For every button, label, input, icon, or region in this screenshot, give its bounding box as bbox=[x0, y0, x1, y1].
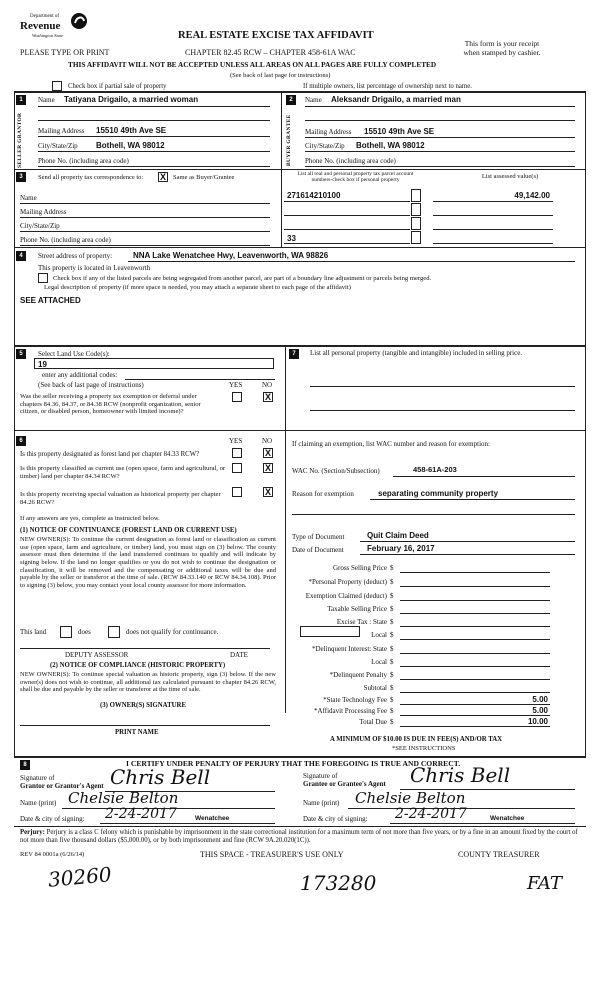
receipt-line-2: when stamped by cashier. bbox=[463, 47, 541, 57]
buyer-mailing-value[interactable]: 15510 49th Ave SE bbox=[364, 127, 435, 136]
personal-property-line-2 bbox=[310, 410, 575, 411]
seller-phone-line bbox=[38, 166, 270, 167]
tech-fee-line bbox=[400, 704, 550, 705]
seller-city-line bbox=[38, 151, 270, 152]
section-7-badge: 7 bbox=[289, 349, 299, 359]
wac-intro: If claiming an exemption, list WAC number and reason for exemption: bbox=[292, 440, 490, 448]
revenue-wordmark: Revenue bbox=[20, 20, 61, 32]
reason-line-2 bbox=[292, 514, 575, 515]
grantee-city-value[interactable]: Wenatchee bbox=[490, 815, 525, 822]
excise-state-label: Excise Tax : State bbox=[336, 618, 387, 626]
section-1-badge: 1 bbox=[16, 95, 26, 105]
taxable-label: Taxable Selling Price bbox=[327, 605, 387, 613]
grantor-sig-label-2: Grantor or Grantor's Agent bbox=[20, 782, 104, 790]
current-use-question: Is this property classified as current use (open space, farm and agricultural, or timber) land per chapter 84.34 RCW? bbox=[20, 465, 226, 480]
wac-line bbox=[393, 476, 575, 477]
county-treasurer: COUNTY TREASURER bbox=[458, 850, 540, 859]
section-4-badge: 4 bbox=[16, 251, 26, 261]
land-does-checkbox[interactable] bbox=[60, 626, 72, 638]
grantor-name-value[interactable]: Chelsie Belton bbox=[68, 789, 179, 807]
owner-signature-label: (3) OWNER(S) SIGNATURE bbox=[100, 702, 186, 709]
current-use-yes-checkbox[interactable] bbox=[232, 463, 242, 473]
doc-type-label: Type of Document bbox=[292, 533, 345, 541]
section-3-top bbox=[14, 169, 586, 170]
seller-name-label: Name bbox=[38, 96, 55, 104]
exemption-dollar: $ bbox=[390, 592, 394, 600]
buyer-grantee-label: BUYER GRANTEE bbox=[286, 114, 292, 166]
seller-grantor-label: SELLER GRANTOR bbox=[17, 112, 23, 168]
legal-description-label: Legal description of property (if more space is needed, you may attach a separate sheet to each page of the affidavit) bbox=[44, 284, 351, 291]
parcel-header-2: numbers-check box if personal property bbox=[311, 177, 400, 184]
parcel-line-3 bbox=[284, 229, 410, 230]
section-6-7-divider bbox=[285, 430, 286, 713]
exemption-yes-checkbox[interactable] bbox=[232, 392, 242, 402]
buyer-name-line bbox=[305, 106, 575, 107]
corr-phone-label: Phone No. (including area code) bbox=[20, 236, 111, 244]
frame-left bbox=[14, 91, 15, 756]
historic-question: Is this property receiving special valuation as historical property per chapter 84.26 RCW? bbox=[20, 491, 221, 506]
parcel-line-1 bbox=[284, 201, 410, 202]
personal-line bbox=[400, 586, 550, 587]
land-use-label: Select Land Use Code(s): bbox=[38, 350, 110, 358]
delinquent-penalty-dollar: $ bbox=[390, 671, 394, 679]
local-rate-input[interactable] bbox=[300, 626, 360, 637]
doc-date-value[interactable]: February 16, 2017 bbox=[367, 544, 435, 553]
personal-property-label: List all personal property (tangible and intangible) included in selling price. bbox=[310, 349, 523, 357]
subtotal-dollar: $ bbox=[390, 684, 394, 692]
grantor-city-value[interactable]: Wenatchee bbox=[195, 815, 230, 822]
warning-banner: THIS AFFIDAVIT WILL NOT BE ACCEPTED UNLESS ALL AREAS ON ALL PAGES ARE FULLY COMPLETED bbox=[68, 60, 437, 69]
section-5-top bbox=[14, 345, 586, 347]
delinquent-local-line bbox=[400, 666, 550, 667]
delinquent-interest-dollar: $ bbox=[390, 645, 394, 653]
tech-fee-label: *State Technology Fee bbox=[323, 696, 387, 704]
print-name-label: PRINT NAME bbox=[115, 729, 159, 736]
partial-sale-checkbox[interactable] bbox=[52, 81, 62, 91]
wac-label: WAC No. (Section/Subsection) bbox=[292, 467, 380, 475]
multiple-owners-note: If multiple owners, list percentage of ownership next to name. bbox=[303, 83, 472, 90]
excise-local-line bbox=[400, 639, 550, 640]
land-does-not-label: does not qualify for continuance. bbox=[126, 628, 219, 636]
buyer-name-value[interactable]: Aleksandr Drigailo, a married man bbox=[331, 95, 461, 104]
same-as-buyer-checkbox[interactable]: X bbox=[159, 172, 166, 182]
perjury-top bbox=[14, 826, 586, 827]
deputy-date-label: DATE bbox=[230, 651, 248, 659]
section-2-badge: 2 bbox=[286, 95, 296, 105]
certify-statement: I CERTIFY UNDER PENALTY OF PERJURY THAT THE FOREGOING IS TRUE AND CORRECT. bbox=[126, 759, 461, 768]
frame-top bbox=[14, 91, 586, 93]
current-use-no-checkbox[interactable]: X bbox=[264, 463, 271, 473]
grantee-signature[interactable]: Chris Bell bbox=[410, 763, 511, 787]
historic-no-checkbox[interactable]: X bbox=[264, 487, 271, 497]
delinquent-penalty-line bbox=[400, 679, 550, 680]
personal-property-checkbox-1[interactable] bbox=[411, 189, 421, 202]
handwritten-initials: FAT bbox=[527, 873, 562, 894]
section-3-divider bbox=[281, 169, 282, 247]
state-label: Washington State bbox=[32, 33, 64, 38]
assessed-line-4 bbox=[433, 243, 553, 244]
street-address-label: Street address of property: bbox=[38, 252, 113, 260]
segregated-label: Check box if any of the listed parcels are being segregated from another parcel, are part of a boundary line adjustment or parcels being merged. bbox=[53, 275, 432, 282]
send-correspondence-label: Send all property tax correspondence to: bbox=[38, 174, 144, 181]
land-does-label: does bbox=[78, 628, 91, 636]
assessed-line-2 bbox=[433, 215, 553, 216]
forest-no-checkbox[interactable]: X bbox=[264, 448, 271, 458]
subtotal-label: Subtotal bbox=[363, 684, 387, 692]
section-8-top bbox=[14, 756, 586, 758]
owner-signature-line bbox=[20, 725, 270, 726]
receipt-line-1: This form is your receipt bbox=[464, 39, 540, 48]
notice-compliance-title: (2) NOTICE OF COMPLIANCE (HISTORIC PROPERTY) bbox=[50, 662, 226, 669]
excise-local-label: Local bbox=[371, 631, 387, 639]
section-3-badge: 3 bbox=[16, 172, 26, 182]
partial-sale-label: Check box if partial sale of property bbox=[68, 83, 167, 90]
gross-dollar: $ bbox=[390, 564, 394, 572]
grantee-name-label: Name (print) bbox=[303, 799, 340, 807]
buyer-city-line bbox=[305, 151, 575, 152]
additional-codes-line bbox=[125, 379, 275, 380]
reason-line bbox=[370, 499, 575, 500]
parcel-header-1: List all real and personal property tax parcel account bbox=[297, 171, 414, 177]
delinquent-local-label: Local bbox=[371, 658, 387, 666]
buyer-phone-label: Phone No. (including area code) bbox=[305, 157, 396, 165]
excise-state-dollar: $ bbox=[390, 618, 394, 626]
corr-mailing-label: Mailing Address bbox=[20, 208, 67, 216]
delinquent-interest-label: *Delinquent Interest: State bbox=[311, 645, 387, 653]
total-due-line bbox=[400, 726, 550, 727]
see-back-label: (See back of last page of instructions) bbox=[38, 381, 144, 389]
corr-name-label: Name bbox=[20, 194, 37, 202]
section-6-yes: YES bbox=[229, 437, 243, 445]
additional-codes-label: enter any additional codes: bbox=[42, 371, 118, 379]
section-6-no: NO bbox=[262, 437, 273, 445]
personal-dollar: $ bbox=[390, 578, 394, 586]
grantor-sig-label-1: Signature of bbox=[20, 774, 55, 782]
processing-fee-dollar: $ bbox=[390, 707, 394, 715]
personal-property-line-1 bbox=[310, 386, 575, 387]
segregated-checkbox[interactable] bbox=[38, 273, 48, 283]
seller-name-line bbox=[38, 106, 270, 107]
taxable-line bbox=[400, 613, 550, 614]
receipt-note bbox=[442, 40, 562, 57]
grantor-date-label: Date & city of signing: bbox=[20, 815, 85, 823]
see-back-instructions: (See back of last page for instructions) bbox=[230, 72, 331, 79]
corr-mailing-line bbox=[20, 217, 270, 218]
corr-city-label: City/State/Zip bbox=[20, 222, 60, 230]
parcel-line-2 bbox=[284, 215, 410, 216]
tech-fee-dollar: $ bbox=[390, 696, 394, 704]
see-instructions-note: *SEE INSTRUCTIONS bbox=[392, 745, 456, 752]
parcel-line-4 bbox=[284, 243, 410, 244]
seller-blank-line bbox=[38, 120, 270, 121]
seller-city-label: City/State/Zip bbox=[38, 142, 78, 150]
section-5-yes: YES bbox=[229, 381, 243, 389]
corr-phone-line bbox=[20, 245, 270, 246]
land-does-not-checkbox[interactable] bbox=[108, 626, 120, 638]
delinquent-local-dollar: $ bbox=[390, 658, 394, 666]
doc-date-line bbox=[360, 554, 575, 555]
grantor-date-value[interactable]: 2-24-2017 bbox=[105, 806, 177, 822]
excise-state-line bbox=[400, 626, 550, 627]
excise-local-dollar: $ bbox=[390, 631, 394, 639]
grantee-date-line bbox=[390, 823, 575, 824]
section-5-no: NO bbox=[262, 381, 273, 389]
rev-number: REV 84 0001a (6/26/14) bbox=[20, 851, 85, 858]
reason-value[interactable]: separating community property bbox=[378, 489, 499, 498]
personal-property-checkbox-3[interactable] bbox=[411, 217, 421, 230]
street-address-line bbox=[128, 261, 575, 262]
doc-type-value[interactable]: Quit Claim Deed bbox=[367, 531, 429, 540]
perjury-label: Perjury: bbox=[20, 829, 45, 836]
dor-logo bbox=[20, 12, 90, 42]
land-use-input[interactable] bbox=[34, 358, 274, 369]
answers-instructions: If any answers are yes, complete as instructed below. bbox=[20, 515, 160, 522]
total-due-value[interactable]: 10.00 bbox=[527, 717, 548, 726]
forest-yes-checkbox[interactable] bbox=[232, 448, 242, 458]
parcel-extra-value[interactable]: 33 bbox=[287, 234, 296, 243]
subtotal-line bbox=[400, 692, 550, 693]
see-attached: SEE ATTACHED bbox=[20, 296, 81, 305]
grantor-signature[interactable]: Chris Bell bbox=[110, 765, 211, 789]
exemption-deduct-label: Exemption Claimed (deduct) bbox=[305, 592, 387, 600]
seller-name-value[interactable]: Tatiyana Drigailo, a married woman bbox=[64, 95, 199, 104]
delinquent-penalty-label: *Delinquent Penalty bbox=[329, 671, 387, 679]
grantee-sig-label-1: Signature of bbox=[303, 772, 338, 780]
tech-fee-value[interactable]: 5.00 bbox=[532, 695, 548, 704]
processing-fee-label: *Affidavit Processing Fee bbox=[314, 707, 387, 715]
perjury-text: Perjury is a class C felony which is punishable by imprisonment in the state correctional institution for a maximum term of not more than five years, or by a fine in an amount fixed by the court of not more than five thousand dollars ($5,000.00), or by both imprisonment and fine (RCW 9A.20.020(1C)). bbox=[20, 829, 578, 844]
exemption-no-checkbox[interactable]: X bbox=[264, 392, 271, 402]
exemption-line bbox=[400, 600, 550, 601]
grantee-name-value[interactable]: Chelsie Belton bbox=[355, 789, 466, 807]
personal-deduct-label: *Personal Property (deduct) bbox=[308, 578, 387, 586]
exemption-question: Was the seller receiving a property tax exemption or deferral under chapters 84.36, 84.37, or 84.38 RCW (nonprofit organization, senior citizen, or disabled person, homeowner with limited income)? bbox=[20, 393, 201, 416]
form-subtitle: CHAPTER 82.45 RCW – CHAPTER 458-61A WAC bbox=[185, 48, 356, 57]
please-type: PLEASE TYPE OR PRINT bbox=[20, 48, 110, 57]
assessed-line-1 bbox=[433, 201, 553, 202]
assessed-value[interactable]: 49,142.00 bbox=[514, 191, 550, 200]
notice-continuance-text: NEW OWNER(S): To continue the current designation as forest land or classification as current use (open space, farm and agriculture, or timber) land, you must sign on (3) below. The county assessor must then determine if the land transferred continues to qualify and will indicate by signing below. If the land no longer qualifies or you do not wish to continue the designation or classification, it will be removed and the compensating or additional taxes will be due and payable by the seller or transferor at the time of sale. (RCW 84.33.140 or RCW 84.34.108). Prior to signing (3) below, you may contact your local county assessor for more information. bbox=[20, 536, 276, 589]
corr-city-line bbox=[20, 231, 270, 232]
assessed-line-3 bbox=[433, 229, 553, 230]
section-8-badge: 8 bbox=[20, 760, 30, 770]
corr-name-line bbox=[20, 203, 270, 204]
section-4-top bbox=[14, 247, 586, 248]
personal-property-checkbox-2[interactable] bbox=[411, 203, 421, 216]
wac-value[interactable]: 458-61A-203 bbox=[413, 465, 457, 474]
located-in: This property is located in Leavenworth bbox=[38, 264, 151, 272]
seller-mailing-value[interactable]: 15510 49th Ave SE bbox=[96, 126, 167, 135]
buyer-mailing-line bbox=[305, 137, 575, 138]
buyer-mailing-label: Mailing Address bbox=[305, 128, 352, 136]
land-use-value: 19 bbox=[38, 360, 47, 369]
perjury-statement bbox=[20, 829, 582, 845]
gross-line bbox=[400, 572, 550, 573]
grantee-date-value[interactable]: 2-24-2017 bbox=[395, 806, 467, 822]
grantor-date-line bbox=[100, 823, 275, 824]
doc-date-label: Date of Document bbox=[292, 546, 344, 554]
buyer-city-label: City/State/Zip bbox=[305, 142, 345, 150]
deputy-line bbox=[20, 648, 270, 649]
grantee-sig-label-2: Grantee or Grantee's Agent bbox=[303, 780, 386, 788]
reason-label: Reason for exemption bbox=[292, 490, 354, 498]
delinquent-interest-line bbox=[400, 653, 550, 654]
buyer-blank-line bbox=[305, 120, 575, 121]
minimum-due-note: A MINIMUM OF $10.00 IS DUE IN FEE(S) AND/OR TAX bbox=[330, 736, 503, 743]
same-as-buyer-label: Same as Buyer/Grantee bbox=[173, 174, 235, 181]
doc-type-line bbox=[360, 541, 575, 542]
processing-fee-value[interactable]: 5.00 bbox=[532, 706, 548, 715]
processing-fee-line bbox=[400, 715, 550, 716]
street-address-value[interactable]: NNA Lake Wenatchee Hwy, Leavenworth, WA 98826 bbox=[133, 251, 329, 260]
section-6-top bbox=[14, 430, 586, 431]
parcel-header bbox=[283, 171, 428, 184]
buyer-name-label: Name bbox=[305, 96, 322, 104]
forest-land-question: Is this property designated as forest land per chapter 84.33 RCW? bbox=[20, 451, 200, 458]
seller-mailing-line bbox=[38, 136, 270, 137]
form-title: REAL ESTATE EXCISE TAX AFFIDAVIT bbox=[178, 30, 374, 41]
personal-property-checkbox-4[interactable] bbox=[411, 231, 421, 244]
notice-continuance-title: (1) NOTICE OF CONTINUANCE (FOREST LAND OR CURRENT USE) bbox=[20, 527, 237, 534]
section-1-2-divider bbox=[281, 91, 282, 169]
buyer-city-value[interactable]: Bothell, WA 98012 bbox=[356, 141, 425, 150]
notice-compliance-text: NEW OWNER(S): To continue special valuation as historic property, sign (3) below. If the new owner(s) does not wish to continue, all additional tax calculated pursuant to chapter 84.26 RCW, shall be due and payable by the seller or transferor at the time of sale. bbox=[20, 671, 276, 694]
buyer-phone-line bbox=[305, 166, 575, 167]
grantor-name-label: Name (print) bbox=[20, 799, 57, 807]
deputy-assessor-label: DEPUTY ASSESSOR bbox=[65, 651, 129, 659]
historic-yes-checkbox[interactable] bbox=[232, 487, 242, 497]
total-due-dollar: $ bbox=[390, 718, 394, 726]
seller-city-value[interactable]: Bothell, WA 98012 bbox=[96, 141, 165, 150]
taxable-dollar: $ bbox=[390, 605, 394, 613]
gross-selling-label: Gross Selling Price bbox=[332, 564, 387, 572]
total-due-label: Total Due bbox=[359, 718, 387, 726]
grantee-date-label: Date & city of signing: bbox=[303, 815, 368, 823]
assessed-header: List assessed value(s) bbox=[481, 173, 539, 180]
parcel-number-value[interactable]: 271614210100 bbox=[287, 191, 341, 200]
this-land-label: This land bbox=[20, 628, 47, 636]
seller-mailing-label: Mailing Address bbox=[38, 127, 85, 135]
seller-phone-label: Phone No. (including area code) bbox=[38, 157, 129, 165]
handwritten-number-left: 30260 bbox=[47, 862, 113, 892]
section-5-badge: 5 bbox=[16, 349, 26, 359]
frame-right bbox=[585, 91, 586, 756]
section-6-badge: 6 bbox=[16, 436, 26, 446]
treasurer-space: THIS SPACE - TREASURER'S USE ONLY bbox=[200, 850, 344, 859]
section-5-7-divider bbox=[285, 345, 286, 430]
handwritten-number-center: 173280 bbox=[300, 871, 377, 895]
dept-label: Department of bbox=[30, 14, 60, 19]
seal-icon bbox=[70, 12, 88, 30]
